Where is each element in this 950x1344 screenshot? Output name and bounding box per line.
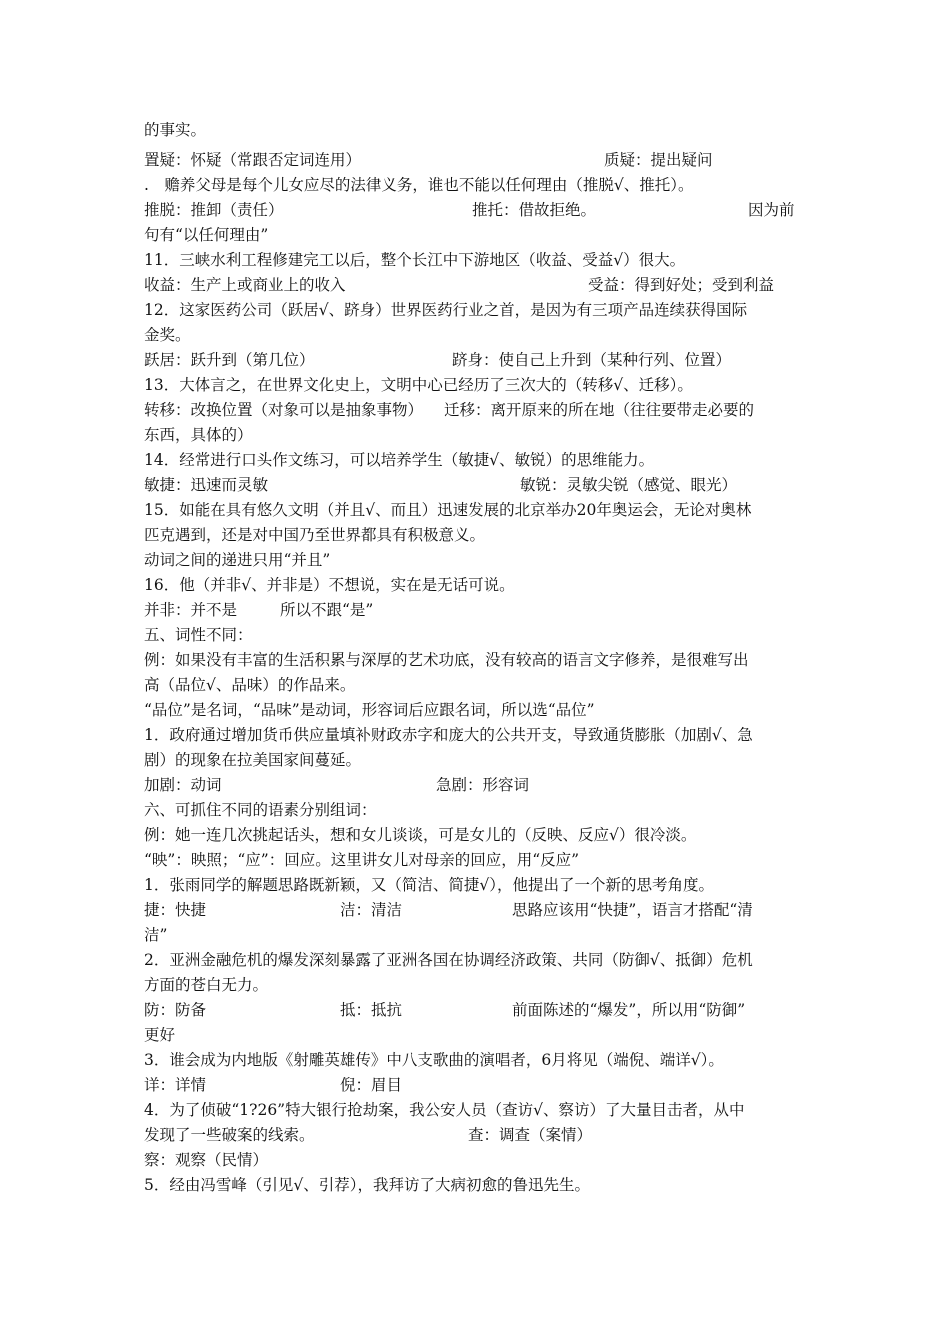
- text-segment: 敏捷：迅速而灵敏: [144, 476, 269, 494]
- text-segment: 察：观察（民情）: [144, 1151, 269, 1169]
- text-line: [144, 773, 812, 797]
- text-line: [144, 898, 812, 922]
- text-segment: 倪：眉目: [340, 1076, 403, 1094]
- text-segment: 受益：得到好处；受到利益: [588, 276, 775, 294]
- text-segment: 11．三峡水利工程修建完工以后，整个长江中下游地区（收益、受益√）很大。: [144, 251, 686, 269]
- text-segment: 加剧：动词: [144, 776, 222, 794]
- text-line: [144, 923, 812, 947]
- text-segment: 收益：生产上或商业上的收入: [144, 276, 346, 294]
- text-line: [144, 298, 812, 322]
- text-line: [144, 973, 812, 997]
- text-segment: 查：调查（案情）: [468, 1126, 593, 1144]
- text-segment: 更好: [144, 1026, 176, 1044]
- text-segment: 1．政府通过增加货币供应量填补财政赤字和庞大的公共开支，导致通货膨胀（加剧√、急: [144, 726, 753, 744]
- text-line: [144, 423, 812, 447]
- text-segment: 例：她一连几次挑起话头，想和女儿谈谈，可是女儿的（反映、反应√）很冷淡。: [144, 826, 697, 844]
- text-segment: 前面陈述的“爆发”，所以用“防御”: [512, 1001, 746, 1019]
- text-line: [144, 1023, 812, 1047]
- text-line: [144, 173, 812, 197]
- text-line: [144, 848, 812, 872]
- text-segment: 15．如能在具有悠久文明（并且√、而且）迅速发展的北京举办20年奥运会，无论对奥林: [144, 501, 752, 519]
- text-segment: 所以不跟“是”: [280, 601, 374, 619]
- text-line: [144, 548, 812, 572]
- text-segment: 12．这家医药公司（跃居√、跻身）世界医药行业之首，是因为有三项产品连续获得国际: [144, 301, 748, 319]
- text-line: [144, 623, 812, 647]
- text-line: [144, 748, 812, 772]
- text-segment: 推脱：推卸（责任）: [144, 201, 284, 219]
- text-segment: 例：如果没有丰富的生活积累与深厚的艺术功底，没有较高的语言文字修养，是很难写出: [144, 651, 749, 669]
- text-segment: 3．谁会成为内地版《射雕英雄传》中八支歌曲的演唱者，6月将见（端倪、端详√）。: [144, 1051, 724, 1069]
- text-segment: 思路应该用“快捷”，语言才搭配“清: [512, 901, 753, 919]
- text-segment: 剧）的现象在拉美国家间蔓延。: [144, 751, 362, 769]
- text-segment: “品位”是名词，“品味”是动词，形容词后应跟名词，所以选“品位”: [144, 701, 595, 719]
- text-line: [144, 148, 812, 172]
- text-segment: 1．张雨同学的解题思路既新颖，又（简洁、简捷√），他提出了一个新的思考角度。: [144, 876, 714, 894]
- text-segment: 金奖。: [144, 326, 191, 344]
- text-line: [144, 473, 812, 497]
- text-segment: 2．亚洲金融危机的爆发深刻暴露了亚洲各国在协调经济政策、共同（防御√、抵御）危机: [144, 951, 753, 969]
- text-segment: 转移：改换位置（对象可以是抽象事物）: [144, 401, 424, 419]
- text-segment: 高（品位√、品味）的作品来。: [144, 676, 356, 694]
- text-line: [144, 948, 812, 972]
- text-segment: 并非：并不是: [144, 601, 238, 619]
- text-line: [144, 223, 812, 247]
- text-segment: 洁：清洁: [340, 901, 403, 919]
- text-line: [144, 1073, 812, 1097]
- text-segment: 敏锐：灵敏尖锐（感觉、眼光）: [520, 476, 738, 494]
- text-line: [144, 798, 812, 822]
- text-line: [144, 1098, 812, 1122]
- text-segment: 4．为了侦破“1?26”特大银行抢劫案，我公安人员（查访√、察访）了大量目击者，从中: [144, 1101, 745, 1119]
- text-line: [144, 1123, 812, 1147]
- text-line: [144, 373, 812, 397]
- text-segment: 东西，具体的）: [144, 426, 253, 444]
- text-segment: 质疑：提出疑问: [604, 151, 713, 169]
- text-segment: 动词之间的递进只用“并且”: [144, 551, 331, 569]
- text-line: [144, 573, 812, 597]
- text-line: [144, 673, 812, 697]
- text-segment: 16．他（并非√、并非是）不想说，实在是无话可说。: [144, 576, 515, 594]
- text-line: [144, 723, 812, 747]
- text-segment: 六、可抓住不同的语素分别组词：: [144, 801, 377, 819]
- text-segment: 因为前: [748, 201, 795, 219]
- text-segment: 置疑：怀疑（常跟否定词连用）: [144, 151, 362, 169]
- text-segment: 洁”: [144, 926, 168, 944]
- text-line: [144, 523, 812, 547]
- text-line: [144, 1148, 812, 1172]
- text-line: [144, 198, 812, 222]
- text-line: [144, 323, 812, 347]
- text-line: [144, 1048, 812, 1072]
- text-segment: 抵：抵抗: [340, 1001, 403, 1019]
- text-line: [144, 698, 812, 722]
- text-segment: 迁移：离开原来的所在地（往往要带走必要的: [444, 401, 755, 419]
- text-segment: 跃居：跃升到（第几位）: [144, 351, 315, 369]
- text-line: [144, 273, 812, 297]
- text-segment: 14．经常进行口头作文练习，可以培养学生（敏捷√、敏锐）的思维能力。: [144, 451, 655, 469]
- text-segment: 方面的苍白无力。: [144, 976, 269, 994]
- text-line: [144, 498, 812, 522]
- text-line: [144, 448, 812, 472]
- text-segment: 捷：快捷: [144, 901, 207, 919]
- text-line: [144, 1173, 812, 1197]
- text-line: [144, 823, 812, 847]
- text-line: [144, 348, 812, 372]
- text-line: [144, 118, 812, 142]
- text-segment: 防：防备: [144, 1001, 207, 1019]
- text-segment: “映”：映照；“应”：回应。这里讲女儿对母亲的回应，用“反应”: [144, 851, 580, 869]
- text-line: [144, 873, 812, 897]
- text-segment: 句有“以任何理由”: [144, 226, 269, 244]
- text-segment: 发现了一些破案的线索。: [144, 1126, 315, 1144]
- text-segment: 详：详情: [144, 1076, 207, 1094]
- text-line: [144, 248, 812, 272]
- text-segment: 推托：借故拒绝。: [472, 201, 597, 219]
- text-segment: . 赡养父母是每个儿女应尽的法律义务，谁也不能以任何理由（推脱√、推托）。: [144, 176, 694, 194]
- text-segment: 五、词性不同：: [144, 626, 253, 644]
- text-segment: 的事实。: [144, 121, 207, 139]
- text-segment: 5．经由冯雪峰（引见√、引荐），我拜访了大病初愈的鲁迅先生。: [144, 1176, 590, 1194]
- text-segment: 13．大体言之，在世界文化史上，文明中心已经历了三次大的（转移√、迁移）。: [144, 376, 693, 394]
- text-line: [144, 398, 812, 422]
- text-line: [144, 998, 812, 1022]
- text-line: [144, 598, 812, 622]
- text-segment: 急剧：形容词: [436, 776, 530, 794]
- text-segment: 匹克遇到，还是对中国乃至世界都具有积极意义。: [144, 526, 486, 544]
- text-segment: 跻身：使自己上升到（某种行列、位置）: [452, 351, 732, 369]
- text-line: [144, 648, 812, 672]
